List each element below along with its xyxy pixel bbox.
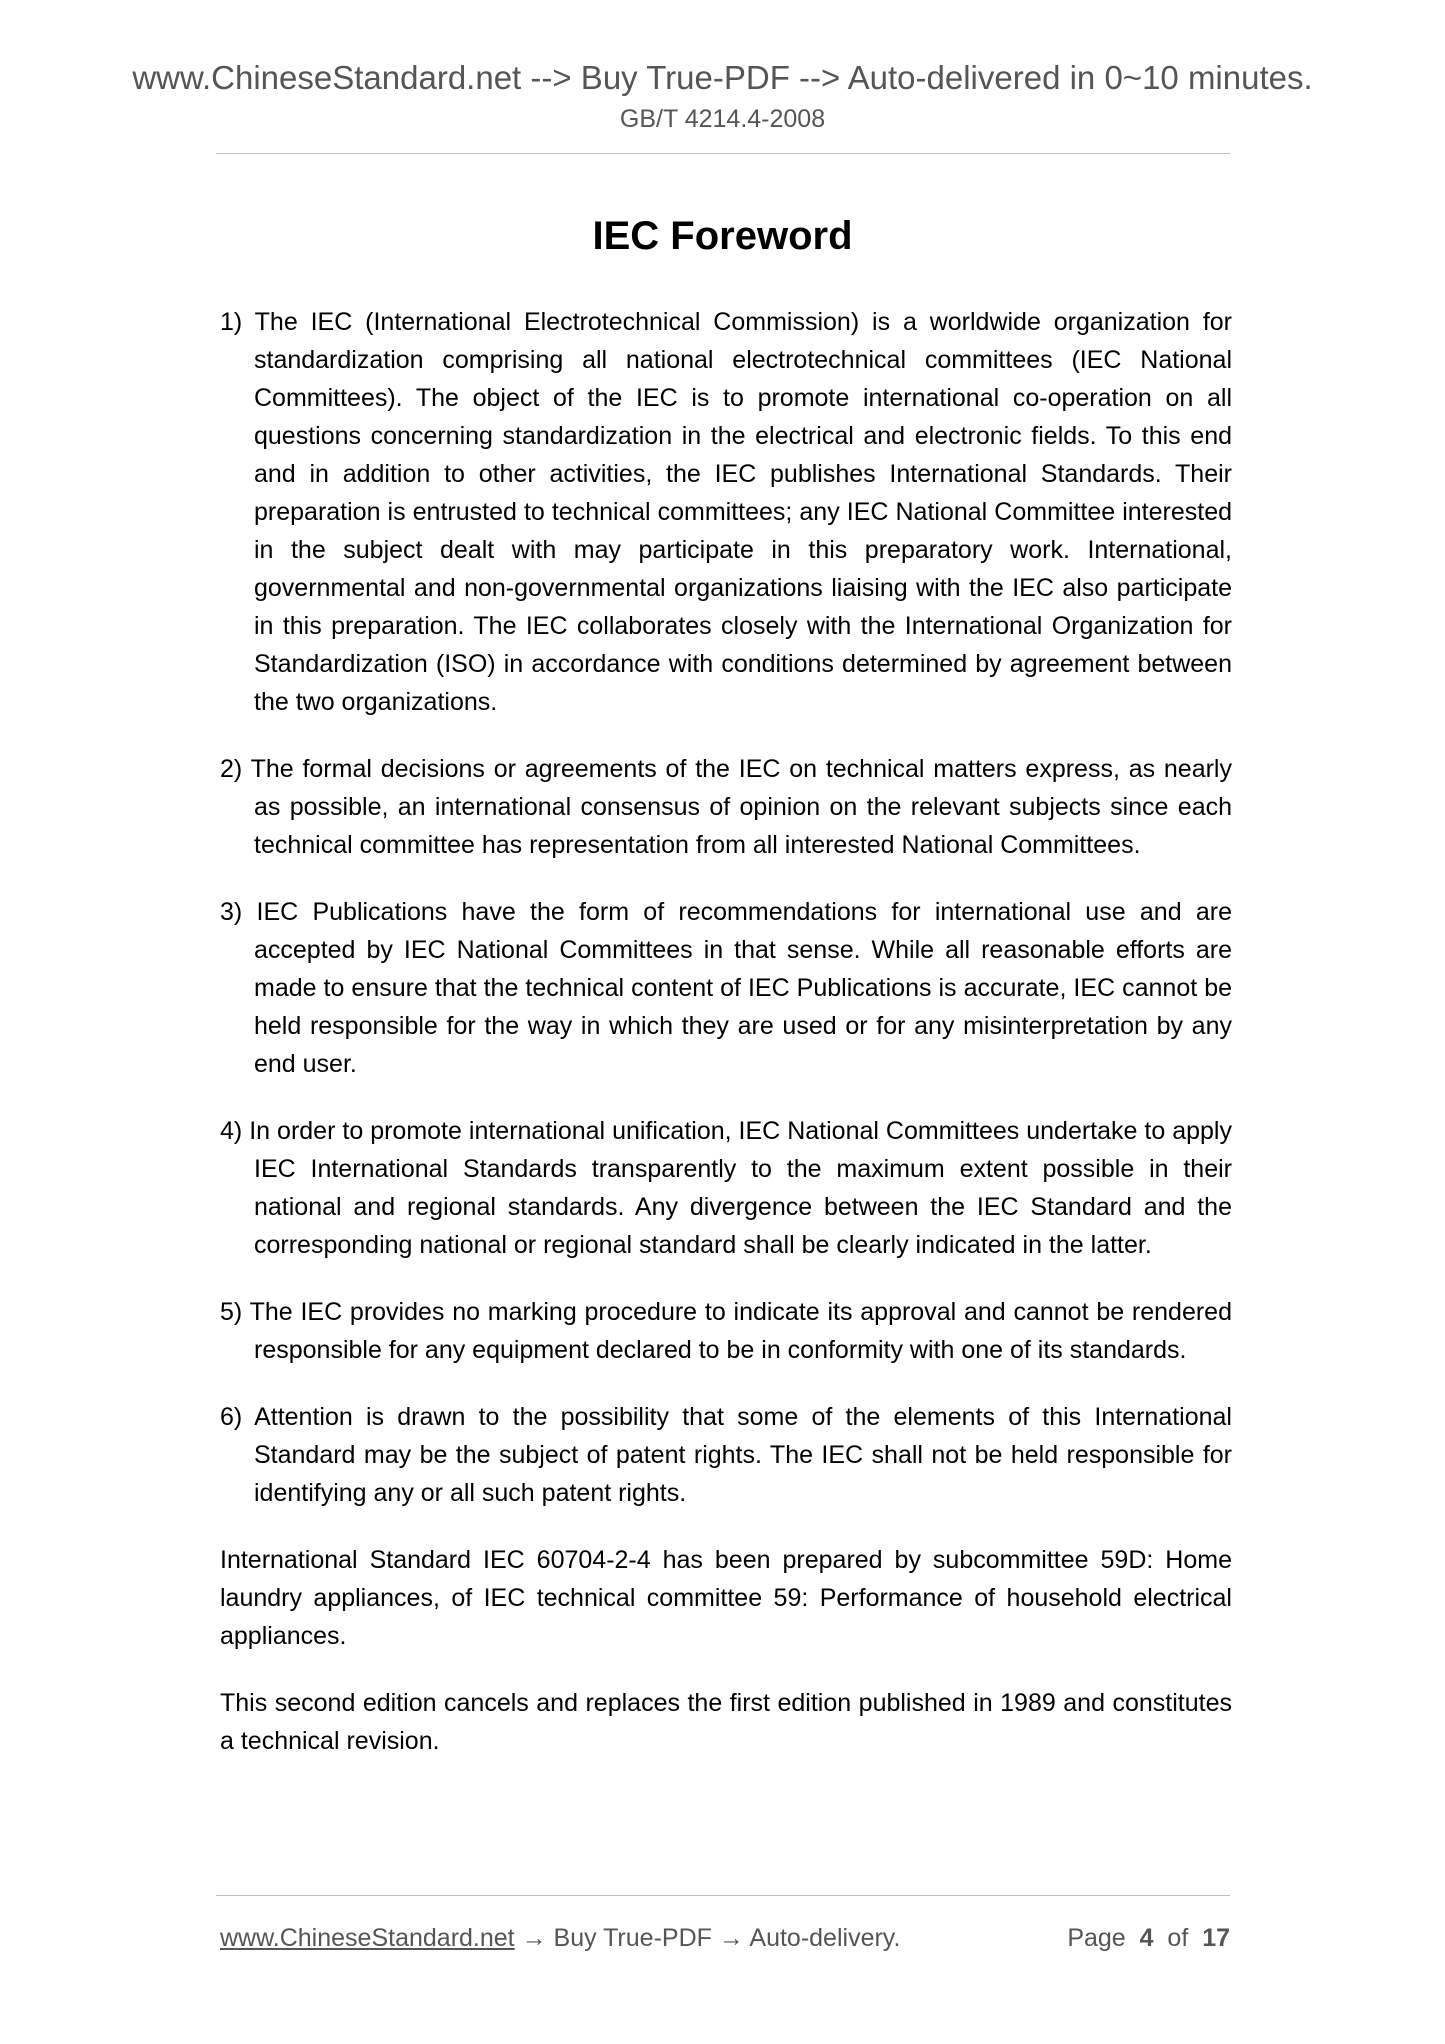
- clause-2: [220, 750, 1232, 864]
- clause-number: 3): [220, 898, 243, 926]
- clause-text: Attention is drawn to the possibility that some of the elements of this International Standard may be the subject of patent rights. The IEC shall not be held responsible for identifying any or all such patent rights.: [254, 1403, 1232, 1507]
- clause-4: [220, 1112, 1232, 1264]
- clause-text: The IEC (International Electrotechnical Commission) is a worldwide organization for standardization comprising all national electrotechnical committees (IEC National Committees). The object of the IEC is to promote international co-operation on all questions concerning standardization in the electrical and electronic fields. To this end and in addition to other activities, the IEC publishes International Standards. Their preparation is entrusted to technical committees; any IEC National Committee interested in the subject dealt with may participate in this preparatory work. International, governmental and non-governmental organizations liaising with the IEC also participate in this preparation. The IEC collaborates closely with the International Organization for Standardization (ISO) in accordance with conditions determined by agreement between the two organizations.: [254, 308, 1232, 716]
- footer-delivery-text: → Buy True-PDF → Auto-delivery.: [514, 1924, 901, 1952]
- clause-text: The formal decisions or agreements of the IEC on technical matters express, as nearly as possible, an international consensus of opinion on the relevant subjects since each technical committee has representation from all interested National Committees.: [250, 755, 1232, 859]
- page-label: Page: [1067, 1924, 1126, 1952]
- footer-delivery: [220, 1918, 900, 1958]
- header-banner: www.ChineseStandard.net --> Buy True-PDF --> Auto-delivered in 0~10 minutes.: [132, 59, 1313, 96]
- clause-1: [220, 303, 1232, 721]
- foreword-body: [220, 303, 1232, 1789]
- page-of: of: [1167, 1924, 1189, 1952]
- footer-website-link[interactable]: www.ChineseStandard.net: [220, 1924, 515, 1952]
- clause-number: 2): [220, 755, 243, 783]
- page-current: 4: [1139, 1924, 1154, 1952]
- page-footer: [220, 1918, 1230, 1958]
- paragraph-edition: This second edition cancels and replaces the first edition published in 1989 and constitutes a technical revision.: [220, 1689, 1232, 1755]
- standard-number: GB/T 4214.4-2008: [619, 105, 826, 133]
- clause-number: 5): [220, 1298, 243, 1326]
- page-number: [1067, 1918, 1230, 1958]
- paragraph-prepared-by: International Standard IEC 60704-2-4 has been prepared by subcommittee 59D: Home laundry appliances, of IEC technical committee 59: Performance of household electrical appliances.: [220, 1546, 1232, 1650]
- header-divider: [216, 153, 1230, 154]
- page-header: [0, 56, 1445, 136]
- clause-number: 4): [220, 1117, 243, 1145]
- clause-text: In order to promote international unification, IEC National Committees undertake to apply IEC International Standards transparently to the maximum extent possible in their national and regional standards. Any divergence between the IEC Standard and the corresponding national or regional standard shall be clearly indicated in the latter.: [249, 1117, 1232, 1259]
- page-total: 17: [1202, 1924, 1230, 1952]
- clause-text: The IEC provides no marking procedure to indicate its approval and cannot be rendered responsible for any equipment declared to be in conformity with one of its standards.: [249, 1298, 1232, 1364]
- clause-3: [220, 893, 1232, 1083]
- clause-number: 1): [220, 308, 243, 336]
- page-title: IEC Foreword: [592, 214, 853, 258]
- clause-6: [220, 1398, 1232, 1512]
- clause-text: IEC Publications have the form of recommendations for international use and are accepted by IEC National Committees in that sense. While all reasonable efforts are made to ensure that the technical content of IEC Publications is accurate, IEC cannot be held responsible for the way in which they are used or for any misinterpretation by any end user.: [254, 898, 1233, 1078]
- footer-divider: [216, 1895, 1230, 1896]
- clause-number: 6): [220, 1403, 243, 1431]
- clause-5: [220, 1293, 1232, 1369]
